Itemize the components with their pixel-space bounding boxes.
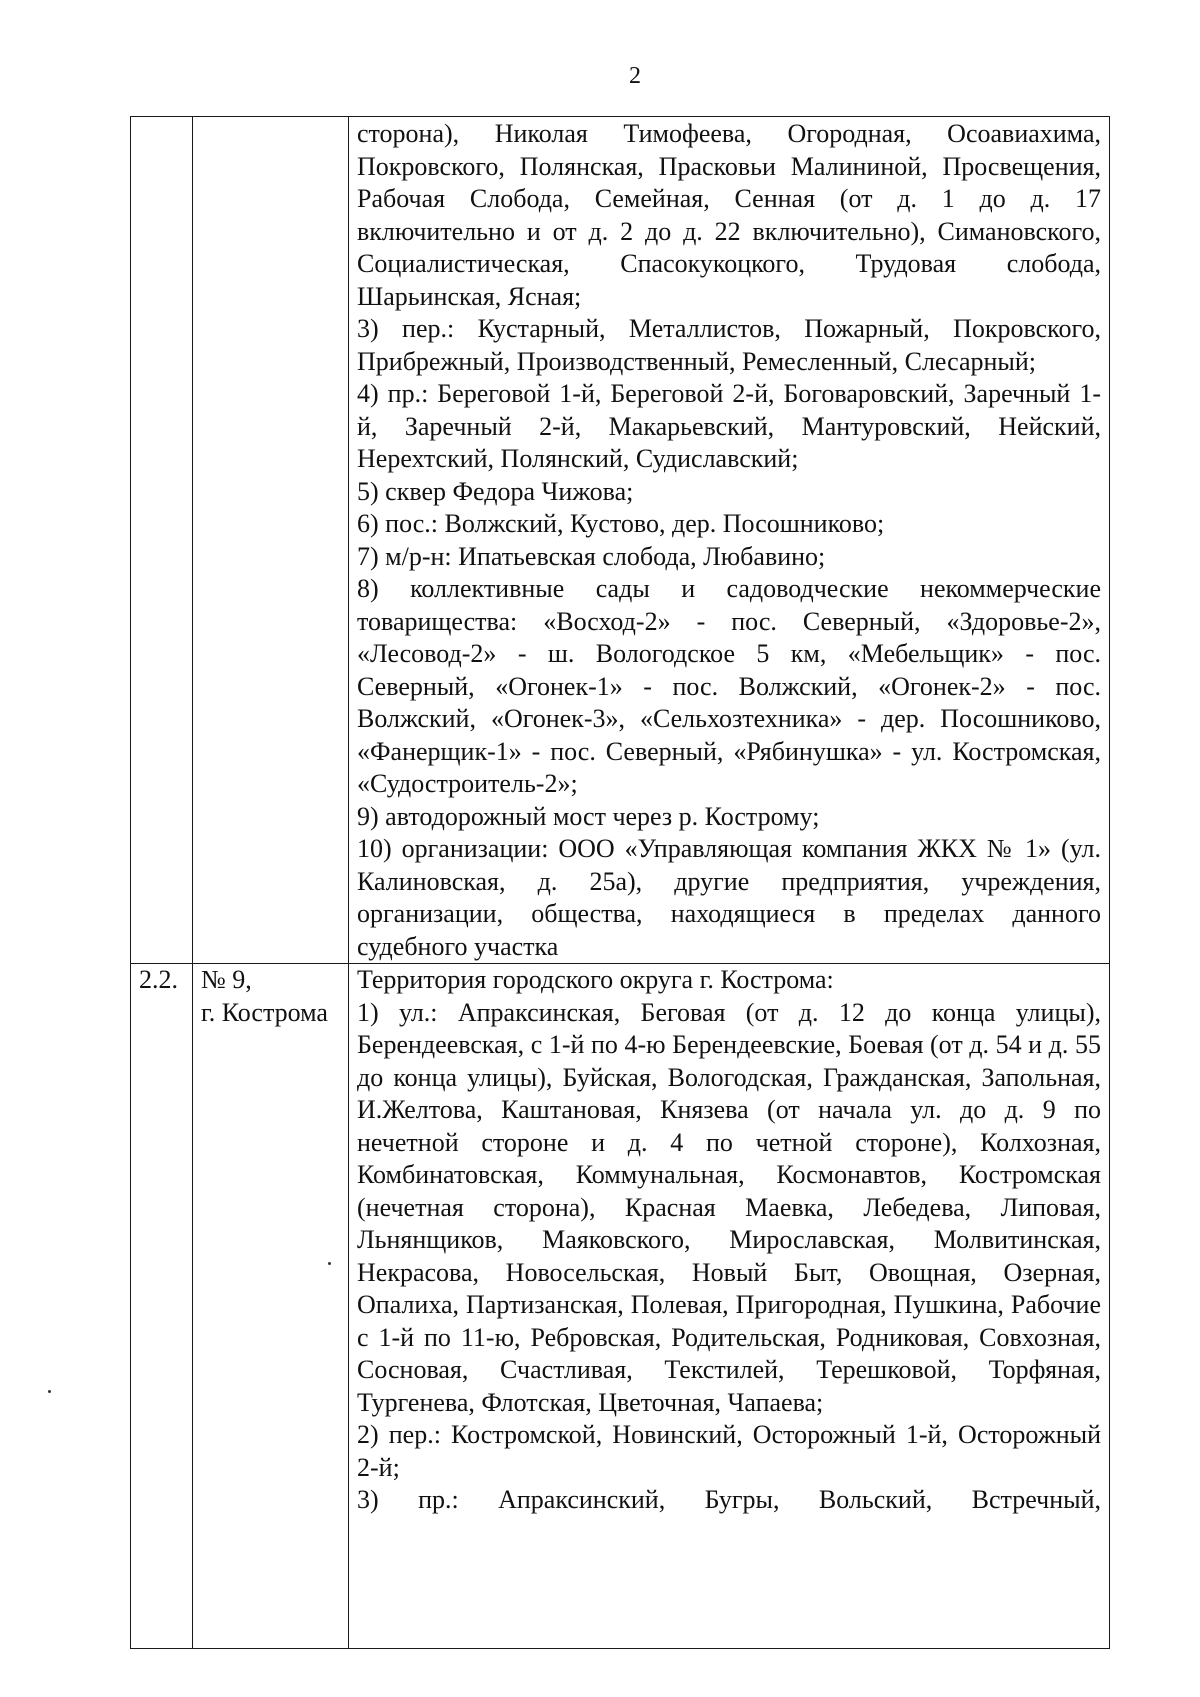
territory-paragraph: 7) м/р-н: Ипатьевская слобода, Любавино;: [357, 541, 826, 571]
territory-paragraph: сторона), Николая Тимофеева, Огородная, Осоавиахима, Покровского, Полянская, Прасковьи Малининой, Просвещения, Рабочая Слобода, Семейная, Сенная (от д. 1 до д. 17 включительно и от д. 2 до д. 22 включительно), Симановского, Социалистическая, Спасокукоцкого, Трудовая слобода, Шарьинская, Ясная;: [357, 119, 1101, 311]
territory-paragraph: 3) пр.: Апраксинский, Бугры, Вольский, Встречный,: [357, 1485, 1101, 1514]
territory-paragraph: 4) пр.: Береговой 1-й, Береговой 2-й, Боговаровский, Заречный 1-й, Заречный 2-й, Макарьевский, Мантуровский, Нейский, Нерехтский, Полянский, Судиславский;: [357, 379, 1101, 473]
scan-speck: [48, 1390, 51, 1393]
territory-paragraph: 6) пос.: Волжский, Кустово, дер. Посошниково;: [357, 509, 885, 538]
row-number-cell: [131, 117, 193, 964]
row-number-cell: 2.2.: [131, 964, 193, 1649]
territory-paragraph: 9) автодорожный мост через р. Кострому;: [357, 801, 820, 831]
territory-paragraph: 2) пер.: Костромской, Новинский, Осторожный 1-й, Осторожный 2-й;: [357, 1420, 1101, 1482]
jurisdiction-table: [130, 116, 1110, 1649]
court-cell: [193, 964, 349, 1649]
table-row: [131, 964, 1110, 1649]
court-number: № 9,: [201, 965, 252, 994]
territory-paragraph: 3) пер.: Кустарный, Металлистов, Пожарный, Покровского, Прибрежный, Производственный, Ремесленный, Слесарный;: [357, 314, 1101, 376]
court-city: г. Кострома: [201, 997, 328, 1027]
territory-paragraph: 1) ул.: Апраксинская, Беговая (от д. 12 до конца улицы), Берендеевская, с 1-й по 4-ю Берендеевские, Боевая (от д. 54 и д. 55 до конца улицы), Буйская, Вологодская, Гражданская, Запольная, И.Желтова, Каштановая, Князева (от начала ул. до д. 9 по нечетной стороне и д. 4 по четной стороне), Колхозная, Комбинатовская, Коммунальная, Космонавтов, Костромская (нечетная сторона), Красная Маевка, Лебедева, Липовая, Льнянщиков, Маяковского, Мирославская, Молвитинская, Некрасова, Новосельская, Новый Быт, Овощная, Озерная, Опалиха, Партизанская, Полевая, Пригородная, Пушкина, Рабочие с 1-й по 11-ю, Ребровская, Родительская, Родниковая, Совхозная, Сосновая, Счастливая, Текстилей, Терешковой, Торфяная, Тургенева, Флотская, Цветочная, Чапаева;: [357, 997, 1101, 1417]
territory-paragraph: 10) организации: ООО «Управляющая компания ЖКХ № 1» (ул. Калиновская, д. 25а), другие предприятия, учреждения, организации, общества, находящиеся в пределах данного судебного участка: [357, 834, 1101, 961]
territory-paragraph: Территория городского округа г. Кострома:: [357, 965, 834, 994]
territory-paragraph: 8) коллективные сады и садоводческие некоммерческие товарищества: «Восход-2» - пос. Северный, «Здоровье-2», «Лесовод-2» - ш. Вологодское 5 км, «Мебельщик» - пос. Северный, «Огонек-1» - пос. Волжский, «Огонек-2» - пос. Волжский, «Огонек-3», «Сельхозтехника» - дер. Посошниково, «Фанерщик-1» - пос. Северный, «Рябинушка» - ул. Костромская, «Судостроитель-2»;: [357, 574, 1101, 798]
scan-speck: [328, 1262, 331, 1265]
court-cell: [193, 117, 349, 964]
page-number: 2: [629, 63, 641, 89]
table-row: [131, 117, 1110, 964]
territory-cell: [349, 964, 1110, 1649]
territory-paragraph: 5) сквер Федора Чижова;: [357, 476, 634, 506]
territory-cell: [349, 117, 1110, 964]
